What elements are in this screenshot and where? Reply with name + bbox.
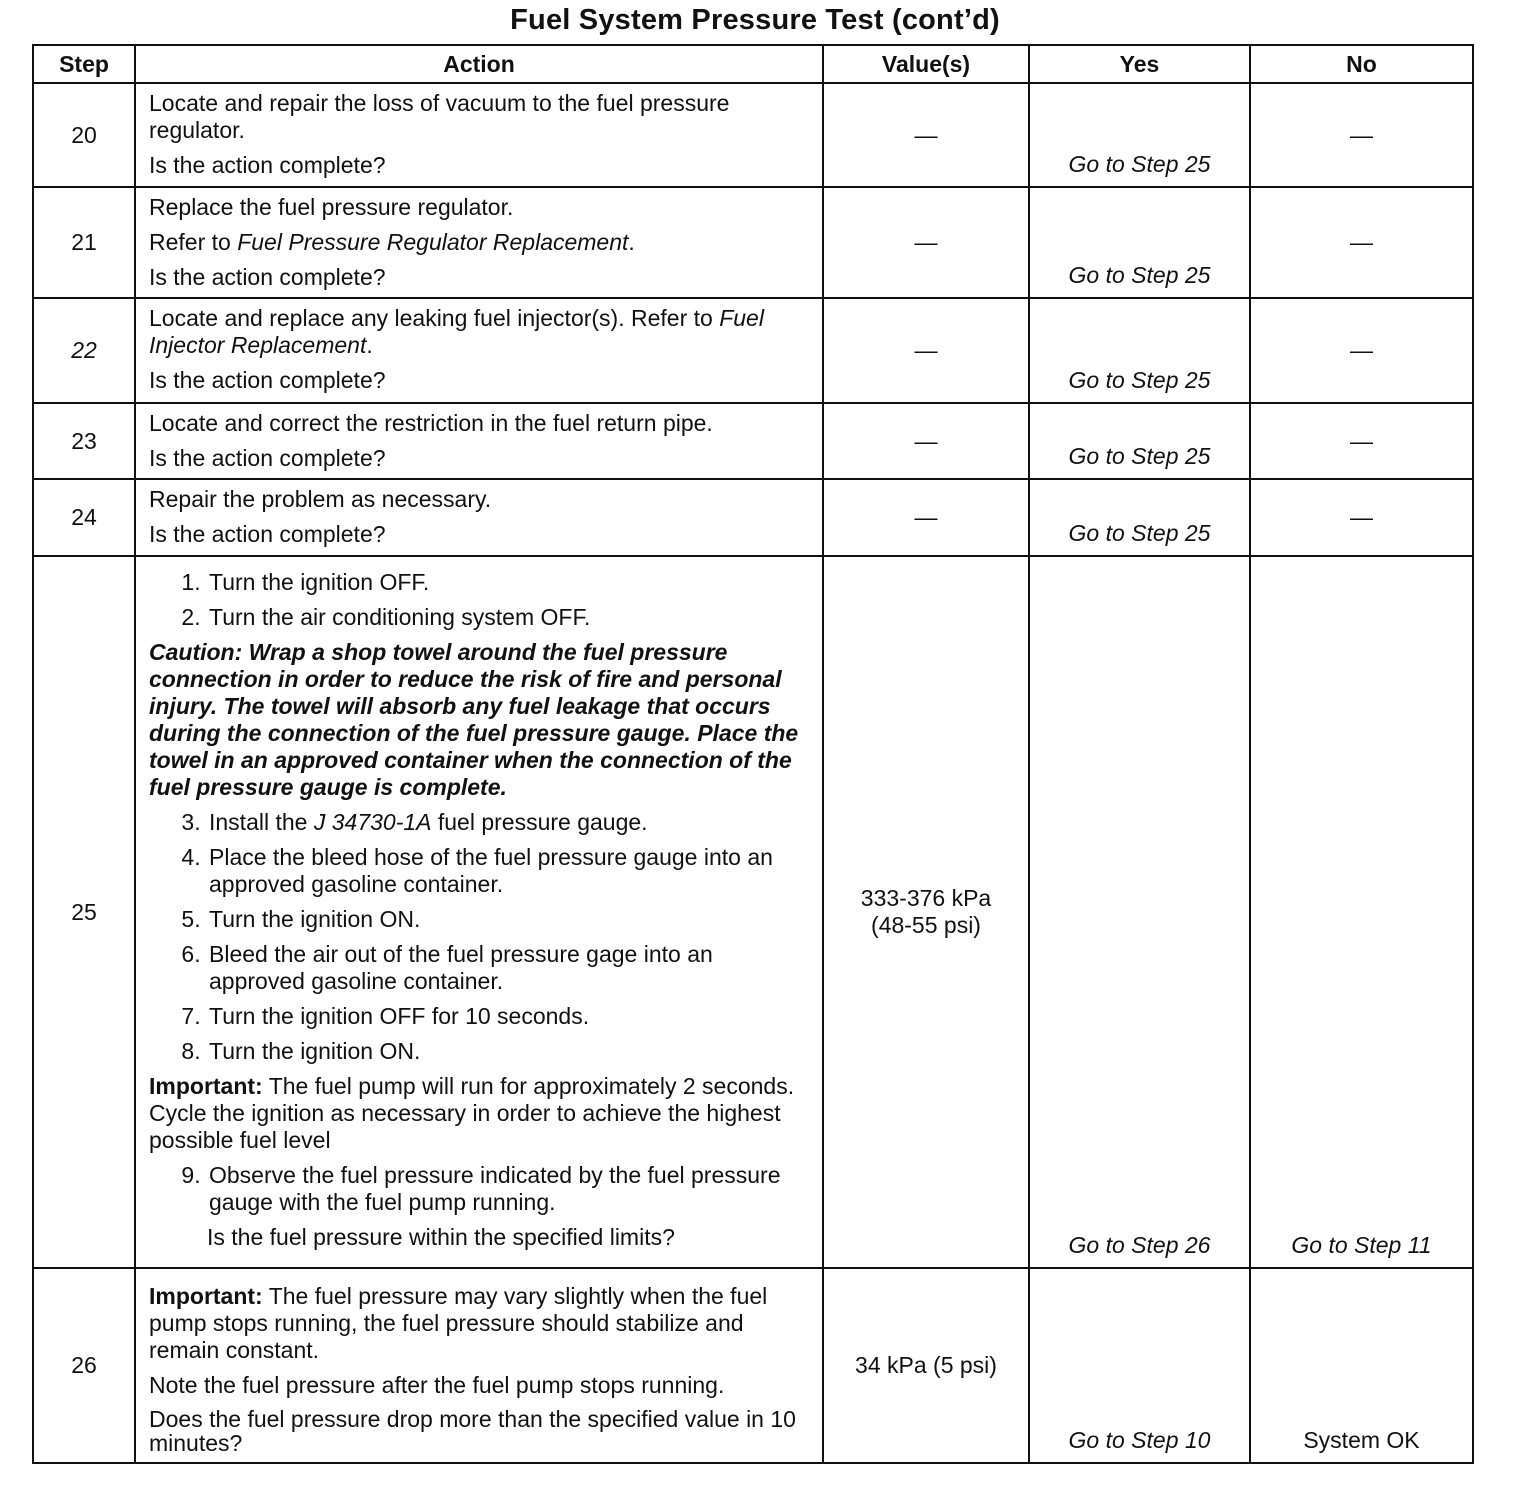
- refer-title[interactable]: Fuel Pressure Regulator Replacement: [237, 229, 629, 255]
- header-action: Action: [135, 45, 823, 83]
- action-cell: [135, 298, 823, 403]
- value-cell: [823, 556, 1029, 1268]
- action-text: Locate and correct the restriction in the fuel return pipe.: [149, 410, 713, 436]
- no-cell: [1250, 556, 1473, 1268]
- yes-cell: [1029, 1268, 1250, 1463]
- action-cell: [135, 403, 823, 479]
- yes-cell: [1029, 403, 1250, 479]
- yes-cell: [1029, 298, 1250, 403]
- action-refer: [149, 229, 812, 256]
- refer-prefix: Refer to: [149, 229, 238, 255]
- action-text: Repair the problem as necessary.: [149, 486, 492, 512]
- yes-link[interactable]: Go to Step 10: [1068, 1427, 1211, 1453]
- tool-number: J 34730-1A: [313, 809, 432, 835]
- no-cell: —: [1250, 403, 1473, 479]
- yes-cell: [1029, 479, 1250, 556]
- action-question: Is the action complete?: [149, 264, 386, 290]
- action-text: Locate and repair the loss of vacuum to the fuel pressure regulator.: [149, 90, 730, 143]
- value-cell: —: [823, 479, 1029, 556]
- item-text: Install the: [209, 809, 314, 835]
- yes-link[interactable]: Go to Step 25: [1068, 151, 1211, 177]
- list-item: 8. Turn the ignition ON.: [207, 1038, 812, 1065]
- header-no: No: [1250, 45, 1473, 83]
- header-values: Value(s): [823, 45, 1029, 83]
- page-title: Fuel System Pressure Test (cont’d): [510, 4, 1000, 36]
- header-step: Step: [33, 45, 135, 83]
- table-row: [33, 298, 1473, 403]
- no-cell: —: [1250, 83, 1473, 187]
- value-cell: —: [823, 83, 1029, 187]
- yes-cell: [1029, 556, 1250, 1268]
- caution-text: Caution: Wrap a shop towel around the fuel pressure connection in order to reduce the risk of fire and personal injury. The towel will absorb any fuel leakage that occurs during the connection of the fuel pressure gauge. Place the towel in an approved container when the connection of the fuel pressure gauge is complete.: [149, 639, 799, 800]
- action-cell: [135, 479, 823, 556]
- important-note: [149, 1073, 812, 1154]
- action-question: Is the action complete?: [149, 367, 386, 393]
- action-question: Is the action complete?: [149, 521, 386, 547]
- important-text: The fuel pump will run for approximately 2 seconds. Cycle the ignition as necessary in order to achieve the highest possible fuel level: [149, 1073, 795, 1153]
- no-link[interactable]: Go to Step 11: [1291, 1232, 1432, 1258]
- list-item: 7. Turn the ignition OFF for 10 seconds.: [207, 1003, 812, 1030]
- yes-cell: [1029, 187, 1250, 298]
- step-number: 26: [33, 1268, 135, 1463]
- value-cell: —: [823, 298, 1029, 403]
- item-text: fuel pressure gauge.: [431, 809, 648, 835]
- refer-suffix: .: [366, 332, 373, 358]
- table-row: [33, 83, 1473, 187]
- header-yes: Yes: [1029, 45, 1250, 83]
- list-item: 1. Turn the ignition OFF.: [207, 569, 812, 596]
- action-cell: [135, 187, 823, 298]
- action-question: Does the fuel pressure drop more than the specified value in 10 minutes?: [149, 1406, 796, 1456]
- no-cell: —: [1250, 479, 1473, 556]
- list-item: 5. Turn the ignition ON.: [207, 906, 812, 933]
- yes-link[interactable]: Go to Step 25: [1068, 262, 1211, 288]
- important-note: [149, 1283, 812, 1364]
- step-number: 20: [33, 83, 135, 187]
- action-text: [149, 305, 812, 359]
- value-cell: 34 kPa (5 psi): [823, 1268, 1029, 1463]
- no-result: System OK: [1303, 1427, 1420, 1453]
- action-note: Note the fuel pressure after the fuel pump stops running.: [149, 1372, 725, 1398]
- list-item: 9. Observe the fuel pressure indicated by the fuel pressure gauge with the fuel pump running.: [207, 1162, 812, 1216]
- procedure-list-b: [149, 809, 812, 1065]
- table-row: [33, 479, 1473, 556]
- list-item: 2. Turn the air conditioning system OFF.: [207, 604, 812, 631]
- yes-link[interactable]: Go to Step 26: [1068, 1232, 1211, 1258]
- action-question: Is the action complete?: [149, 152, 386, 178]
- procedure-list-a: [149, 569, 812, 631]
- yes-link[interactable]: Go to Step 25: [1068, 520, 1211, 546]
- action-text: Replace the fuel pressure regulator.: [149, 194, 514, 220]
- important-label: Important:: [149, 1073, 263, 1099]
- procedure-list-c: [149, 1162, 812, 1216]
- value-cell: —: [823, 187, 1029, 298]
- action-question: Is the action complete?: [149, 445, 386, 471]
- table-row: [33, 556, 1473, 1268]
- table-row: [33, 187, 1473, 298]
- no-cell: —: [1250, 187, 1473, 298]
- action-cell: [135, 83, 823, 187]
- step-number: 24: [33, 479, 135, 556]
- value-cell: —: [823, 403, 1029, 479]
- table-row: [33, 403, 1473, 479]
- yes-link[interactable]: Go to Step 25: [1068, 443, 1211, 469]
- step-number: 23: [33, 403, 135, 479]
- list-item: 6. Bleed the air out of the fuel pressure gage into an approved gasoline container.: [207, 941, 812, 995]
- table-row: [33, 1268, 1473, 1463]
- no-cell: —: [1250, 298, 1473, 403]
- important-text: The fuel pressure may vary slightly when the fuel pump stops running, the fuel pressure should stabilize and remain constant.: [149, 1283, 768, 1363]
- refer-suffix: .: [628, 229, 635, 255]
- refer-title[interactable]: Fuel Injector Replacement: [149, 305, 764, 358]
- header-row: [33, 45, 1473, 83]
- action-cell: [135, 1268, 823, 1463]
- step-number: 25: [33, 556, 135, 1268]
- no-cell: [1250, 1268, 1473, 1463]
- procedure-table: [32, 44, 1474, 1464]
- value-kpa: 333-376 kPa: [860, 885, 992, 911]
- value-psi: (48-55 psi): [871, 912, 981, 938]
- yes-link[interactable]: Go to Step 25: [1068, 367, 1211, 393]
- important-label: Important:: [149, 1283, 263, 1309]
- action-text-main: Locate and replace any leaking fuel injector(s). Refer to: [149, 305, 720, 331]
- list-item: 4. Place the bleed hose of the fuel pressure gauge into an approved gasoline container.: [207, 844, 812, 898]
- action-cell: [135, 556, 823, 1268]
- action-question: Is the fuel pressure within the specified limits?: [207, 1224, 675, 1250]
- step-number: 22: [33, 298, 135, 403]
- yes-cell: [1029, 83, 1250, 187]
- step-number: 21: [33, 187, 135, 298]
- list-item: [207, 809, 812, 836]
